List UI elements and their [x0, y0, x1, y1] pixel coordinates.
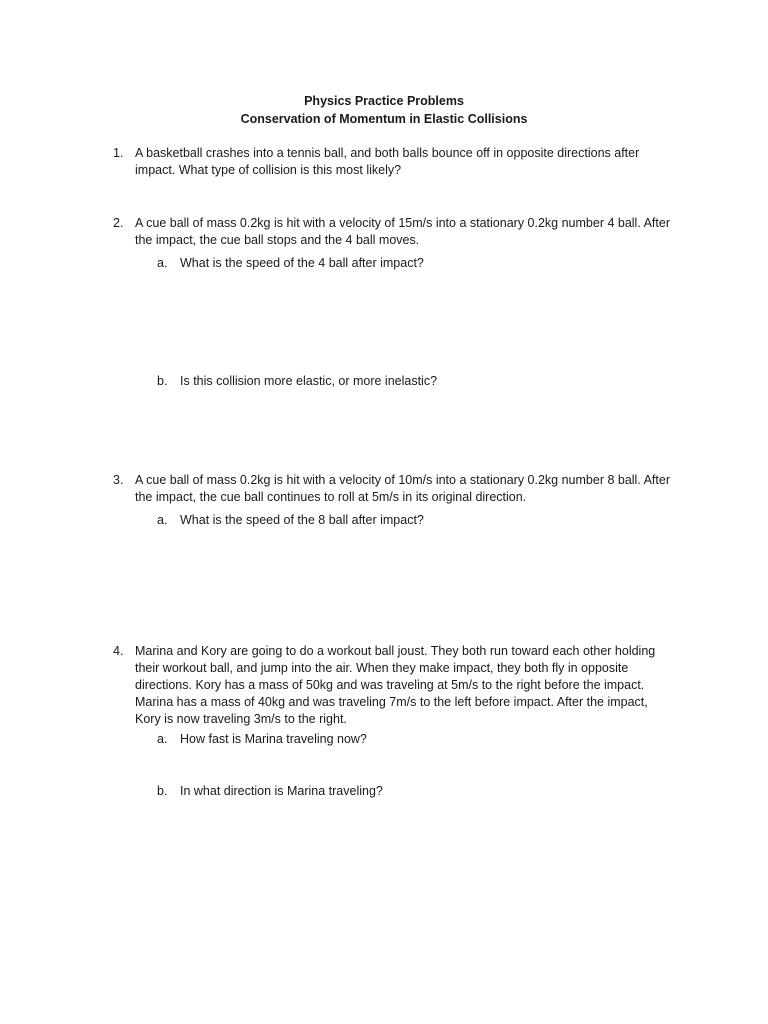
- question-text: A cue ball of mass 0.2kg is hit with a velocity of 10m/s into a stationary 0.2kg number 8 ball. After the impact, the cue ball continues to roll at 5m/s in its original direction.: [135, 473, 670, 504]
- question-3-part-a: [157, 512, 657, 529]
- question-3: [113, 472, 673, 506]
- part-letter: a.: [157, 256, 168, 270]
- part-text: What is the speed of the 8 ball after impact?: [180, 513, 424, 527]
- question-number: 3.: [113, 473, 124, 487]
- part-letter: a.: [157, 732, 168, 746]
- part-text: What is the speed of the 4 ball after impact?: [180, 256, 424, 270]
- question-text: Marina and Kory are going to do a workout ball joust. They both run toward each other holding their workout ball, and jump into the air. When they make impact, they both fly in opposite directions. Kory has a mass of 50kg and was traveling at 5m/s to the right before the impact. Marina has a mass of 40kg and was traveling 7m/s to the left before impact. After the impact, Kory is now traveling 3m/s to the right.: [135, 644, 656, 726]
- part-text: Is this collision more elastic, or more inelastic?: [180, 374, 438, 388]
- question-text: A basketball crashes into a tennis ball, and both balls bounce off in opposite directions after impact. What type of collision is this most likely?: [135, 146, 640, 177]
- part-letter: a.: [157, 513, 168, 527]
- part-text: In what direction is Marina traveling?: [180, 784, 383, 798]
- part-letter: b.: [157, 374, 168, 388]
- question-text: A cue ball of mass 0.2kg is hit with a velocity of 15m/s into a stationary 0.2kg number 4 ball. After the impact, the cue ball stops and the 4 ball moves.: [135, 216, 670, 247]
- question-2-part-b: [157, 373, 657, 390]
- question-1: [113, 145, 673, 179]
- question-number: 2.: [113, 216, 124, 230]
- question-number: 1.: [113, 146, 124, 160]
- question-number: 4.: [113, 644, 124, 658]
- part-letter: b.: [157, 784, 168, 798]
- question-2-part-a: [157, 255, 657, 272]
- question-4-part-a: [157, 731, 657, 748]
- part-text: How fast is Marina traveling now?: [180, 732, 367, 746]
- document-subtitle: Conservation of Momentum in Elastic Collisions: [240, 112, 528, 126]
- question-4-part-b: [157, 783, 657, 800]
- question-2: [113, 215, 673, 249]
- document-title: Physics Practice Problems: [304, 94, 464, 108]
- question-4: [113, 643, 673, 728]
